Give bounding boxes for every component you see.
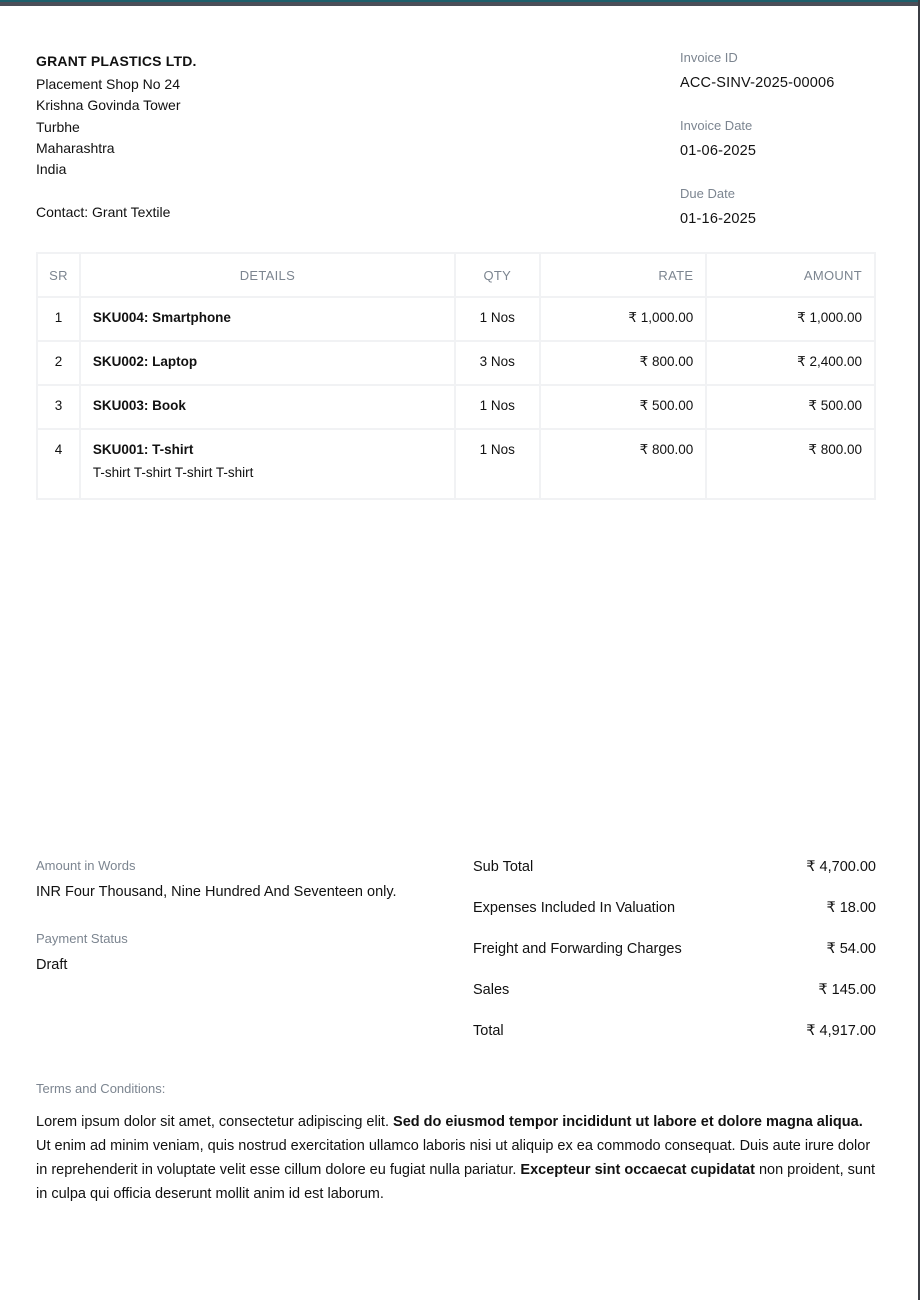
item-title: SKU004: Smartphone xyxy=(92,310,231,325)
item-title: SKU003: Book xyxy=(92,398,186,413)
grand-total-row xyxy=(473,1020,876,1061)
company-info xyxy=(36,52,456,222)
total-value: ₹ 145.00 xyxy=(818,982,876,998)
header-details: DETAILS xyxy=(80,253,455,297)
cell-qty: 1 Nos xyxy=(455,297,540,341)
cell-details xyxy=(80,429,455,499)
cell-amount: ₹ 800.00 xyxy=(706,429,875,499)
table-row xyxy=(37,385,875,429)
total-label: Freight and Forwarding Charges xyxy=(473,941,682,957)
invoice-date-value: 01-06-2025 xyxy=(680,143,757,159)
header-amount: AMOUNT xyxy=(706,253,875,297)
invoice-date-block xyxy=(680,118,880,186)
cell-details xyxy=(80,385,455,429)
total-value: ₹ 4,700.00 xyxy=(806,859,876,875)
total-label: Sub Total xyxy=(473,859,534,875)
header-rate: RATE xyxy=(540,253,707,297)
terms-text: Ut enim ad minim veniam, quis nostrud exercitation ullamco laboris nisi ut aliquip ex ea commodo consequat. Duis aute irure dolor in reprehenderit in voluptate velit esse cillum dolore eu fugiat nulla pariatur. xyxy=(36,1138,871,1178)
terms-label: Terms and Conditions: xyxy=(36,1081,166,1096)
terms-text: non proident, sunt in culpa qui officia deserunt mollit anim id est laborum. xyxy=(36,1162,876,1202)
address-line: Turbhe xyxy=(36,118,80,135)
contact-line: Contact: Grant Textile xyxy=(36,204,171,221)
terms-text-bold: Excepteur sint occaecat cupidatat xyxy=(520,1162,755,1178)
total-value: ₹ 54.00 xyxy=(826,941,876,957)
address-line: Maharashtra xyxy=(36,139,115,156)
total-label: Sales xyxy=(473,982,510,998)
subtotal-row xyxy=(473,856,876,897)
invoice-id-label: Invoice ID xyxy=(680,50,738,65)
table-header-row xyxy=(37,253,875,297)
invoice-meta xyxy=(680,50,880,254)
total-label: Total xyxy=(473,1023,504,1039)
cell-details xyxy=(80,297,455,341)
due-date-block xyxy=(680,186,880,254)
cell-amount: ₹ 1,000.00 xyxy=(706,297,875,341)
company-name: GRANT PLASTICS LTD. xyxy=(36,53,197,69)
due-date-value: 01-16-2025 xyxy=(680,211,757,227)
header-sr: SR xyxy=(37,253,80,297)
cell-amount: ₹ 2,400.00 xyxy=(706,341,875,385)
payment-status-label: Payment Status xyxy=(36,931,128,946)
table-row xyxy=(37,341,875,385)
sales-row xyxy=(473,979,876,1020)
table-row xyxy=(37,429,875,499)
payment-status-block xyxy=(36,931,456,974)
cell-details xyxy=(80,341,455,385)
summary-left xyxy=(36,858,456,974)
cell-sr: 4 xyxy=(37,429,80,499)
cell-rate: ₹ 800.00 xyxy=(540,429,707,499)
total-value: ₹ 4,917.00 xyxy=(806,1023,876,1039)
invoice-id-value: ACC-SINV-2025-00006 xyxy=(680,75,835,91)
cell-qty: 1 Nos xyxy=(455,429,540,499)
payment-status-value: Draft xyxy=(36,957,68,973)
total-label: Expenses Included In Valuation xyxy=(473,900,676,916)
cell-rate: ₹ 800.00 xyxy=(540,341,707,385)
terms-text-bold: Sed do eiusmod tempor incididunt ut labore et dolore magna aliqua. xyxy=(393,1114,863,1130)
header-qty: QTY xyxy=(455,253,540,297)
cell-amount: ₹ 500.00 xyxy=(706,385,875,429)
expenses-row xyxy=(473,897,876,938)
item-title: SKU002: Laptop xyxy=(92,354,198,369)
cell-qty: 1 Nos xyxy=(455,385,540,429)
totals-section xyxy=(473,856,876,1061)
cell-rate: ₹ 1,000.00 xyxy=(540,297,707,341)
item-description: T-shirt T-shirt T-shirt T-shirt xyxy=(92,465,254,480)
invoice-date-label: Invoice Date xyxy=(680,118,753,133)
terms-text: Lorem ipsum dolor sit amet, consectetur adipiscing elit. xyxy=(36,1114,394,1130)
cell-qty: 3 Nos xyxy=(455,341,540,385)
cell-sr: 1 xyxy=(37,297,80,341)
address-line: Krishna Govinda Tower xyxy=(36,97,181,114)
invoice-page xyxy=(36,0,876,1300)
terms-body xyxy=(36,1110,876,1206)
address-line: Placement Shop No 24 xyxy=(36,76,180,92)
invoice-id-block xyxy=(680,50,880,118)
amount-in-words-label: Amount in Words xyxy=(36,858,136,873)
freight-row xyxy=(473,938,876,979)
total-value: ₹ 18.00 xyxy=(826,900,876,916)
items-table xyxy=(36,252,876,500)
amount-in-words-value: INR Four Thousand, Nine Hundred And Seventeen only. xyxy=(36,884,397,900)
terms-section xyxy=(36,1080,876,1206)
cell-sr: 2 xyxy=(37,341,80,385)
cell-sr: 3 xyxy=(37,385,80,429)
due-date-label: Due Date xyxy=(680,186,735,201)
address-line: India xyxy=(36,161,67,178)
cell-rate: ₹ 500.00 xyxy=(540,385,707,429)
item-title: SKU001: T-shirt xyxy=(92,442,194,457)
table-row xyxy=(37,297,875,341)
